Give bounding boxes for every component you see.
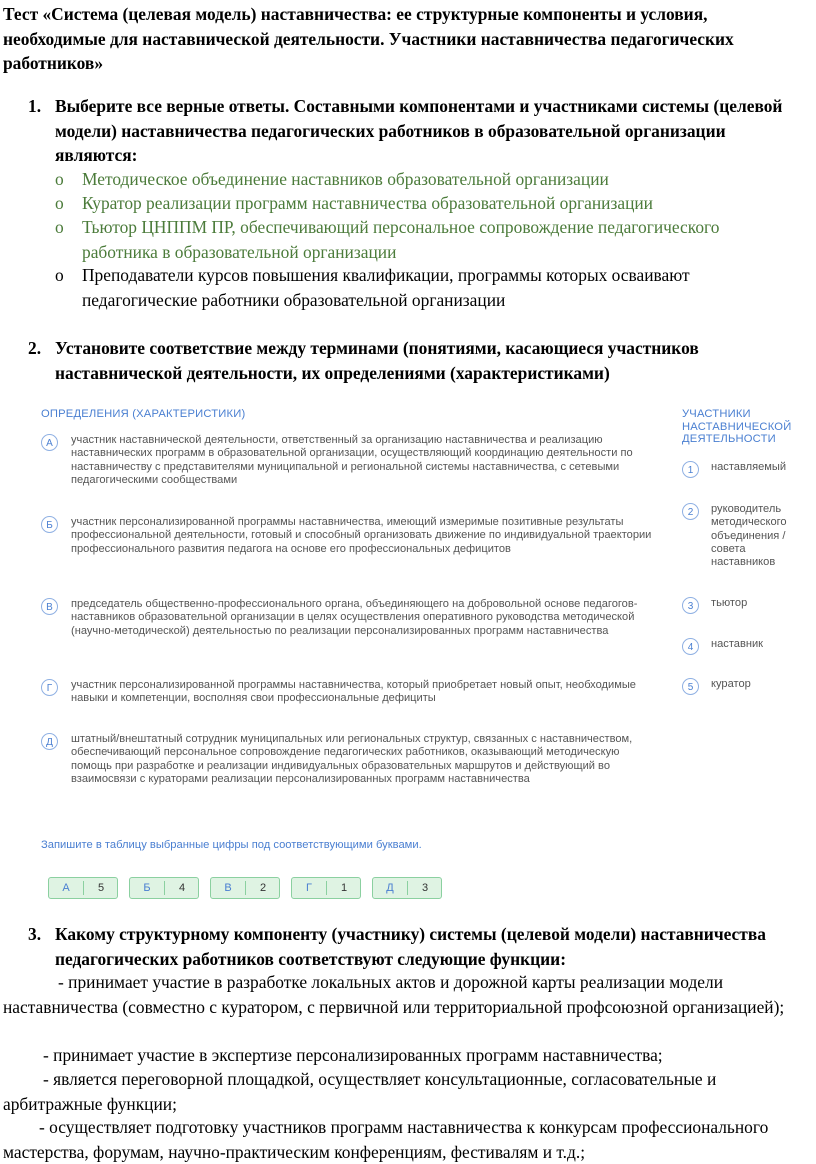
definition-letter: Г: [41, 679, 58, 696]
function-item: - принимает участие в экспертизе персонализированных программ наставничества;: [43, 1045, 663, 1065]
question-3-number: 3.: [28, 924, 42, 944]
function-item: - осуществляет подготовку участников программ наставничества к конкурсам профессионального мастерства, форумам, научно-практическим конференциям, фестивалям и т.д.;: [3, 1117, 769, 1162]
answer-value: 4: [178, 882, 186, 894]
question-3-text: Какому структурному компоненту (участнику) системы (целевой модели) наставничества педагогических работников соответствуют следующие функции:: [55, 924, 766, 969]
bullet-icon: o: [55, 217, 64, 237]
answer-cell[interactable]: [48, 877, 118, 899]
answer-letter: А: [62, 882, 70, 894]
answer-letter: Б: [143, 882, 151, 894]
definitions-header: ОПРЕДЕЛЕНИЯ (ХАРАКТЕРИСТИКИ): [41, 408, 246, 420]
answer-letter: В: [224, 882, 232, 894]
question-1-text: Выберите все верные ответы. Составными компонентами и участниками системы (целевой модели) наставничества педагогических работников в образовательной организации являются:: [55, 96, 783, 165]
answer-cell[interactable]: [291, 877, 361, 899]
definition-letter: Д: [41, 733, 58, 750]
participant-text: руководитель методического объединения / совета наставников: [711, 503, 787, 569]
definition-text: участник персонализированной программы наставничества, который приобретает новый опыт, необходимые навыки и компетенции, восполняя свои профессиональные дефициты: [71, 679, 636, 705]
option-text: Тьютор ЦНППМ ПР, обеспечивающий персональное сопровождение педагогического работника в образовательной организации: [82, 217, 720, 262]
participant-text: наставляемый: [711, 461, 787, 473]
question-1-number: 1.: [28, 96, 42, 116]
participant-text: тьютор: [711, 597, 748, 609]
function-item: - принимает участие в разработке локальных актов и дорожной карты реализации модели наставничества (совместно с куратором, с первичной или территориальной профсоюзной организацией);: [3, 972, 785, 1017]
definition-letter: В: [41, 598, 58, 615]
participant-number: 2: [682, 503, 699, 520]
participant-number: 4: [682, 638, 699, 655]
document-title: Тест «Система (целевая модель) наставничества: ее структурные компоненты и условия, необходимые для наставнической деятельности. Участники наставничества педагогических работников»: [3, 4, 734, 73]
answer-cell[interactable]: [372, 877, 442, 899]
definition-text: участник персонализированной программы наставничества, имеющий измеримые позитивные результаты профессиональной деятельности, готовый и способный организовать движение по индивидуальной траектории профессионального развития педагога на основе его профессиональных дефицитов: [71, 516, 652, 555]
option-text: Куратор реализации программ наставничества образовательной организации: [82, 193, 653, 213]
answer-value: 2: [259, 882, 267, 894]
function-item: - является переговорной площадкой, осуществляет консультационные, согласовательные и арбитражные функции;: [3, 1069, 717, 1114]
option-text: Методическое объединение наставников образовательной организации: [82, 169, 609, 189]
participant-number: 1: [682, 461, 699, 478]
answer-cell[interactable]: [210, 877, 280, 899]
answer-value: 1: [340, 882, 348, 894]
definition-letter: А: [41, 434, 58, 451]
bullet-icon: o: [55, 265, 64, 285]
definition-text: председатель общественно-профессионального органа, объединяющего на добровольной основе педагогов-наставников образовательной организации в целях осуществления оперативного руководства методической (научно-методической) деятельностью по реализации персонализированных программ наставничества: [71, 598, 638, 637]
definition-letter: Б: [41, 516, 58, 533]
answer-cell[interactable]: [129, 877, 199, 899]
answer-value: 3: [421, 882, 429, 894]
option-text: Преподаватели курсов повышения квалификации, программы которых осваивают педагогические работники образовательной организации: [82, 265, 690, 310]
participant-text: куратор: [711, 678, 751, 690]
answer-letter: Г: [306, 882, 312, 894]
participant-number: 3: [682, 597, 699, 614]
question-2-number: 2.: [28, 338, 42, 358]
question-2-text: Установите соответствие между терминами (понятиями, касающиеся участников наставнической деятельности, их определениями (характеристиками): [55, 338, 699, 383]
bullet-icon: o: [55, 193, 64, 213]
answer-value: 5: [97, 882, 105, 894]
participants-header: УЧАСТНИКИ НАСТАВНИЧЕСКОЙ ДЕЯТЕЛЬНОСТИ: [682, 408, 792, 445]
answer-instruction: Запишите в таблицу выбранные цифры под соответствующими буквами.: [41, 839, 422, 851]
participant-text: наставник: [711, 638, 764, 650]
participant-number: 5: [682, 678, 699, 695]
bullet-icon: o: [55, 169, 64, 189]
answer-letter: Д: [386, 882, 394, 894]
definition-text: участник наставнической деятельности, ответственный за организацию наставничества и реализацию наставнических программ в образовательной организации, осуществляющий координацию деятельности по наставничеству с представителями муниципальной и региональной системы наставничества, с сетевыми педагогическими сообществами: [71, 434, 633, 486]
definition-text: штатный/внештатный сотрудник муниципальных или региональных структур, связанных с наставничеством, обеспечивающий персональное сопровождение педагогических работников, оказывающий методическую помощь при разработке и реализации индивидуальных образовательных маршрутов и действующий во взаимосвязи с кураторами реализации персонализированных программ наставничества: [71, 733, 633, 785]
